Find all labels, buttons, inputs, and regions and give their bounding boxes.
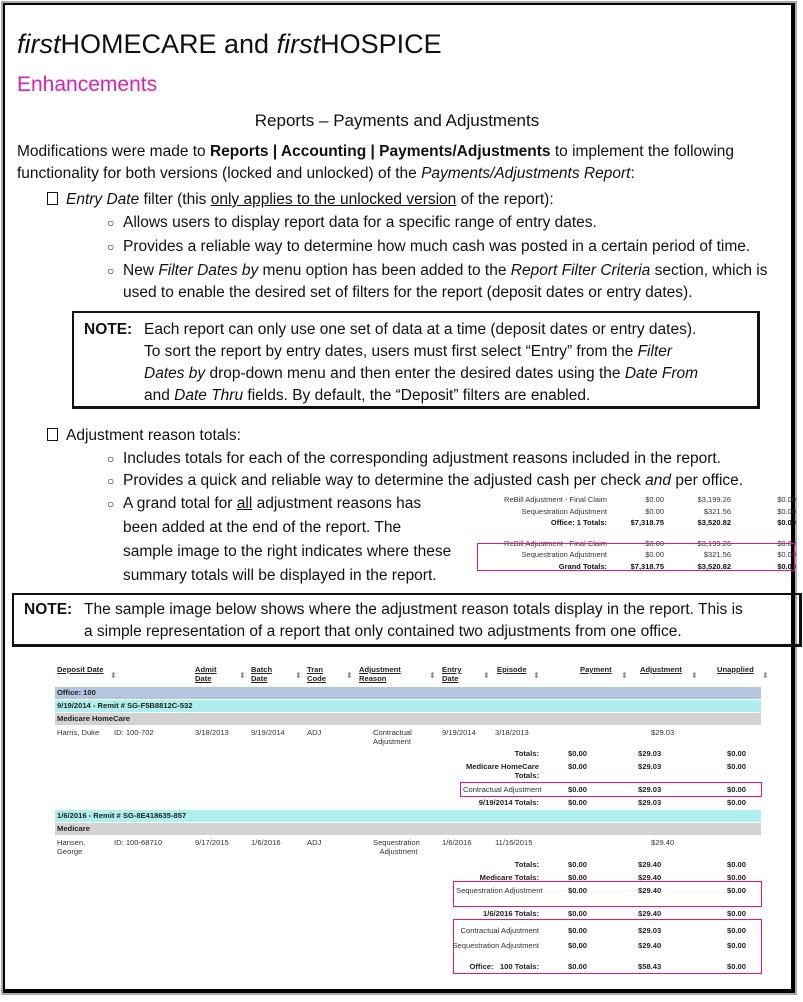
payment-value: $0.00 — [645, 495, 664, 504]
batch-date: 1/6/2016 — [251, 838, 281, 847]
sub-bullet — [107, 236, 793, 258]
brand-prefix: first — [276, 29, 321, 59]
document-frame — [3, 3, 795, 993]
sample-row — [479, 517, 799, 529]
sub-bullet — [107, 448, 793, 470]
reason-line: Sequestration — [373, 838, 420, 847]
sort-icon[interactable]: ⬍ — [533, 671, 540, 680]
date-totals-label: 1/6/2016 Totals: — [483, 909, 539, 918]
totals-label: Totals: — [514, 860, 539, 869]
adjustment-reason — [373, 838, 420, 856]
remit-band: 9/19/2014 - Remit # SG-F5B8812C-532 — [55, 700, 761, 712]
sub-bullet-text: menu option has been added to the — [258, 262, 511, 279]
date-totals-label: 9/19/2014 Totals: — [478, 798, 539, 807]
unapplied-value: $0.00 — [777, 561, 796, 571]
reason-total-label: Contractual Adjustment — [463, 785, 542, 794]
underlined-text: all — [236, 495, 253, 512]
intro-paragraph — [17, 141, 787, 185]
unapplied-total: $0.00 — [727, 886, 747, 895]
payment-value: $7,318.75 — [630, 561, 664, 571]
sub-bullet-text: Provides a reliable way to determine how much cash was posted in a certain period of time. — [123, 238, 751, 255]
unapplied-total: $0.00 — [727, 798, 747, 807]
note-text — [144, 341, 747, 363]
menu-option-name: Filter Dates by — [158, 262, 259, 279]
section-title: Reports – Payments and Adjustments — [254, 111, 540, 130]
adjustment-total: $29.40 — [638, 941, 662, 950]
bullet-text: filter (this — [139, 191, 211, 208]
sub-bullet-italic: and — [645, 472, 672, 489]
label-line: Totals: — [514, 771, 539, 780]
column-header-admit-date[interactable] — [195, 665, 217, 683]
payment-total: $0.00 — [568, 873, 588, 882]
circle-bullet-icon: ○ — [107, 264, 115, 278]
note-text: drop-down menu and then enter the desired dates using the — [205, 365, 625, 382]
sub-bullet — [107, 212, 793, 234]
column-header-episode[interactable]: Episode — [497, 665, 527, 674]
row-label: Office: 1 Totals: — [550, 518, 607, 527]
sub-bullet-text: sample image to the right indicates where these — [123, 543, 452, 560]
sub-bullet — [107, 470, 793, 492]
admit-date: 9/17/2015 — [195, 838, 229, 847]
sample-row — [479, 506, 799, 518]
sort-icon[interactable]: ⬍ — [429, 671, 436, 680]
underlined-text: only applies to the unlocked version — [210, 191, 457, 208]
sort-icon[interactable]: ⬍ — [691, 671, 698, 680]
sort-icon[interactable]: ⬍ — [762, 671, 769, 680]
adjustment-total: $29.03 — [638, 749, 662, 758]
entry-date: 1/6/2016 — [442, 838, 472, 847]
bullet-label: Entry Date — [66, 191, 140, 208]
reason-total-label: Contractual Adjustment — [460, 926, 539, 935]
note-label: NOTE: — [84, 321, 133, 338]
subtitle: Enhancements — [17, 73, 158, 96]
totals-label: Totals: — [514, 749, 539, 758]
patient-name: Harris, Duke — [57, 728, 100, 737]
unapplied-value: $0.00 — [777, 495, 796, 504]
adjustment-total: $29.40 — [638, 909, 662, 918]
unapplied-value: $0.00 — [777, 538, 796, 548]
menu-path: Reports | Accounting | Payments/Adjustments — [209, 143, 551, 160]
payment-value: $7,318.75 — [630, 518, 664, 527]
page-title — [17, 27, 442, 61]
note-italic: Date From — [624, 365, 699, 382]
payment-total: $0.00 — [568, 785, 588, 794]
circle-bullet-icon: ○ — [107, 216, 115, 230]
note-text — [144, 363, 747, 385]
sort-icon[interactable]: ⬍ — [239, 671, 246, 680]
reason-total-label: Sequestration Adjustment — [456, 886, 543, 895]
payment-value: $0.00 — [645, 550, 664, 559]
note-italic: Dates by — [144, 365, 206, 382]
row-label: ReBill Adjustment - Final Claim — [504, 538, 607, 548]
sub-bullet-text — [123, 493, 463, 515]
adjustment-reason — [373, 728, 412, 746]
header-line: Batch — [251, 665, 273, 674]
note-text: a simple representation of a report that only contained two adjustments from one office. — [84, 623, 682, 640]
adjustment-total: $29.03 — [638, 798, 662, 807]
sort-icon[interactable]: ⬍ — [346, 671, 353, 680]
header-line: Date — [195, 674, 212, 683]
note-box — [12, 593, 802, 647]
episode: 3/18/2013 — [495, 728, 529, 737]
payer-band: Medicare — [55, 823, 761, 835]
circle-bullet-icon: ○ — [107, 452, 115, 466]
adjustment-total: $29.03 — [638, 785, 662, 794]
column-header-adjustment-reason[interactable] — [359, 665, 401, 683]
adjustment-value: $3,520.82 — [697, 518, 731, 527]
unapplied-total: $0.00 — [727, 873, 747, 882]
column-header-adjustment[interactable]: Adjustment — [640, 665, 682, 674]
tran-code: ADJ — [307, 728, 322, 737]
square-bullet-icon — [47, 428, 58, 441]
payment-total: $0.00 — [568, 909, 588, 918]
row-label: Sequestration Adjustment — [521, 550, 607, 559]
highlight-box — [477, 543, 795, 571]
note-text — [144, 385, 747, 407]
reason-line: Adjustment — [373, 737, 411, 746]
unapplied-total: $0.00 — [727, 962, 747, 971]
sub-bullet-text: A grand total for — [123, 495, 237, 512]
adjustment-total: $29.40 — [638, 873, 662, 882]
payment-total: $0.00 — [568, 886, 588, 895]
patient-id: ID: 100-68710 — [114, 838, 163, 847]
adjustment-total: $29.40 — [638, 860, 662, 869]
column-header-entry-date[interactable] — [442, 665, 461, 683]
note-text: Each report can only use one set of data at a time (deposit dates or entry dates). — [144, 321, 697, 338]
payer-totals-label: Medicare Totals: — [479, 873, 539, 882]
name-line: George — [57, 847, 83, 856]
sub-bullet — [107, 493, 463, 587]
adjustment-value: $3,199.26 — [697, 538, 731, 548]
sub-bullet-text: Includes totals for each of the corresponding adjustment reasons included in the report. — [123, 450, 721, 467]
adjustment-amount: $29.03 — [651, 728, 675, 737]
name-line: Hansen, — [57, 838, 86, 847]
intro-text: : — [630, 165, 635, 182]
adjustment-total: $29.40 — [638, 886, 662, 895]
circle-bullet-icon: ○ — [107, 497, 115, 511]
adjustment-value: $3,199.26 — [697, 495, 731, 504]
sub-bullet-text: per office. — [671, 472, 744, 489]
adjustment-total: $58.43 — [638, 962, 662, 971]
payment-value: $0.00 — [645, 538, 664, 548]
payment-value: $0.00 — [645, 506, 664, 516]
note-text: The sample image below shows where the adjustment reason totals display in the report. This is — [84, 601, 743, 618]
batch-date: 9/19/2014 — [251, 728, 285, 737]
remit-band: 1/6/2016 - Remit # SG-8E418635-857 — [55, 810, 761, 822]
office-totals-label: Office: 100 Totals: — [469, 962, 539, 971]
reason-line: Adjustment — [379, 847, 418, 856]
payment-total: $0.00 — [568, 926, 588, 935]
unapplied-total: $0.00 — [727, 941, 747, 950]
adjustment-value: $321.56 — [703, 506, 731, 516]
unapplied-total: $0.00 — [727, 749, 747, 758]
sort-icon[interactable]: ⬍ — [621, 671, 628, 680]
sort-icon[interactable]: ⬍ — [483, 671, 490, 680]
header-line: Reason — [359, 674, 387, 683]
circle-bullet-icon: ○ — [107, 240, 115, 254]
unapplied-total: $0.00 — [727, 762, 747, 771]
square-bullet-icon — [47, 192, 58, 205]
tran-code: ADJ — [307, 838, 322, 847]
header-line: Date — [251, 674, 268, 683]
bullet-label: Adjustment reason totals: — [66, 427, 241, 444]
header-line: Entry — [442, 665, 462, 674]
column-header-tran-code[interactable] — [307, 665, 326, 683]
sub-bullet-text: summary totals will be displayed in the report. — [123, 567, 437, 584]
sub-bullet-text: New — [123, 262, 159, 279]
sort-icon[interactable]: ⬍ — [110, 671, 117, 680]
admit-date: 3/18/2013 — [195, 728, 229, 737]
bullet-text: of the report): — [456, 191, 554, 208]
note-text: To sort the report by entry dates, users must first select “Entry” from the — [144, 343, 638, 360]
payment-total: $0.00 — [568, 749, 588, 758]
section-name: Report Filter Criteria — [510, 262, 651, 279]
row-label: Sequestration Adjustment — [521, 506, 607, 516]
circle-bullet-icon: ○ — [107, 474, 115, 488]
unapplied-total: $0.00 — [727, 909, 747, 918]
bullet-entry-date-filter — [47, 189, 554, 211]
note-text: and — [144, 387, 175, 404]
sub-bullet-text: section, which is used to enable the desired set of filters for the report (deposit dates or entry dates). — [123, 262, 768, 301]
payment-total: $0.00 — [568, 941, 588, 950]
note-label: NOTE: — [24, 601, 73, 618]
unapplied-total: $0.00 — [727, 926, 747, 935]
header-line: Date — [442, 674, 459, 683]
report-name: Payments/Adjustments Report — [421, 165, 631, 182]
unapplied-total: $0.00 — [727, 860, 747, 869]
reason-total-label: Sequestration Adjustment — [452, 941, 539, 950]
column-header-payment[interactable]: Payment — [580, 665, 612, 674]
adjustment-total: $29.03 — [638, 762, 662, 771]
episode: 11/16/2015 — [495, 838, 533, 847]
sub-bullet-text: adjustment reasons has — [252, 495, 422, 512]
unapplied-total: $0.00 — [727, 785, 747, 794]
column-header-deposit-date[interactable]: Deposit Date — [57, 665, 104, 674]
row-label: Grand Totals: — [558, 561, 607, 571]
brand-prefix: first — [17, 29, 61, 59]
brand-main: HOMECARE and — [60, 29, 277, 59]
note-italic: Filter — [637, 343, 673, 360]
unapplied-value: $0.00 — [777, 518, 796, 527]
header-line: Tran — [307, 665, 324, 674]
reason-line: Contractual — [373, 728, 412, 737]
adjustment-total: $29.03 — [638, 926, 662, 935]
payment-total: $0.00 — [568, 798, 588, 807]
note-box — [72, 311, 760, 409]
sub-bullet-text: Allows users to display report data for a specific range of entry dates. — [123, 214, 597, 231]
row-label: ReBill Adjustment - Final Claim — [504, 495, 607, 504]
sort-icon[interactable]: ⬍ — [295, 671, 302, 680]
brand-main: HOSPICE — [320, 29, 442, 59]
entry-date: 9/19/2014 — [442, 728, 476, 737]
note-italic: Date Thru — [174, 387, 244, 404]
header-line: Adjustment — [359, 665, 401, 674]
payment-total: $0.00 — [568, 762, 588, 771]
bullet-adjustment-totals — [47, 425, 241, 447]
adjustment-value: $3,520.82 — [697, 561, 731, 571]
payer-totals-label — [466, 762, 539, 780]
sub-bullet-text: Provides a quick and reliable way to determine the adjusted cash per check — [123, 472, 646, 489]
adjustment-amount: $29.40 — [651, 838, 675, 847]
sub-bullet-text: been added at the end of the report. The — [123, 519, 402, 536]
unapplied-value: $0.00 — [777, 550, 796, 559]
header-line: Code — [307, 674, 326, 683]
column-header-unapplied[interactable]: Unapplied — [717, 665, 754, 674]
intro-text: to implement the following functionality for both versions (locked and unlocked) of the — [17, 143, 735, 182]
office-band: Office: 100 — [55, 687, 761, 699]
sample-row — [479, 494, 799, 506]
sub-bullet — [107, 260, 793, 304]
payment-total: $0.00 — [568, 962, 588, 971]
patient-name — [57, 838, 85, 856]
payment-total: $0.00 — [568, 860, 588, 869]
adjustment-value: $321.56 — [703, 550, 731, 559]
note-text: fields. By default, the “Deposit” filters are enabled. — [243, 387, 591, 404]
unapplied-value: $0.00 — [777, 506, 796, 516]
intro-text: Modifications were made to — [17, 143, 210, 160]
label-line: Medicare HomeCare — [465, 762, 539, 771]
header-line: Admit — [195, 665, 217, 674]
patient-id: ID: 100-702 — [114, 728, 154, 737]
column-header-batch-date[interactable] — [251, 665, 272, 683]
payer-band: Medicare HomeCare — [55, 713, 761, 725]
